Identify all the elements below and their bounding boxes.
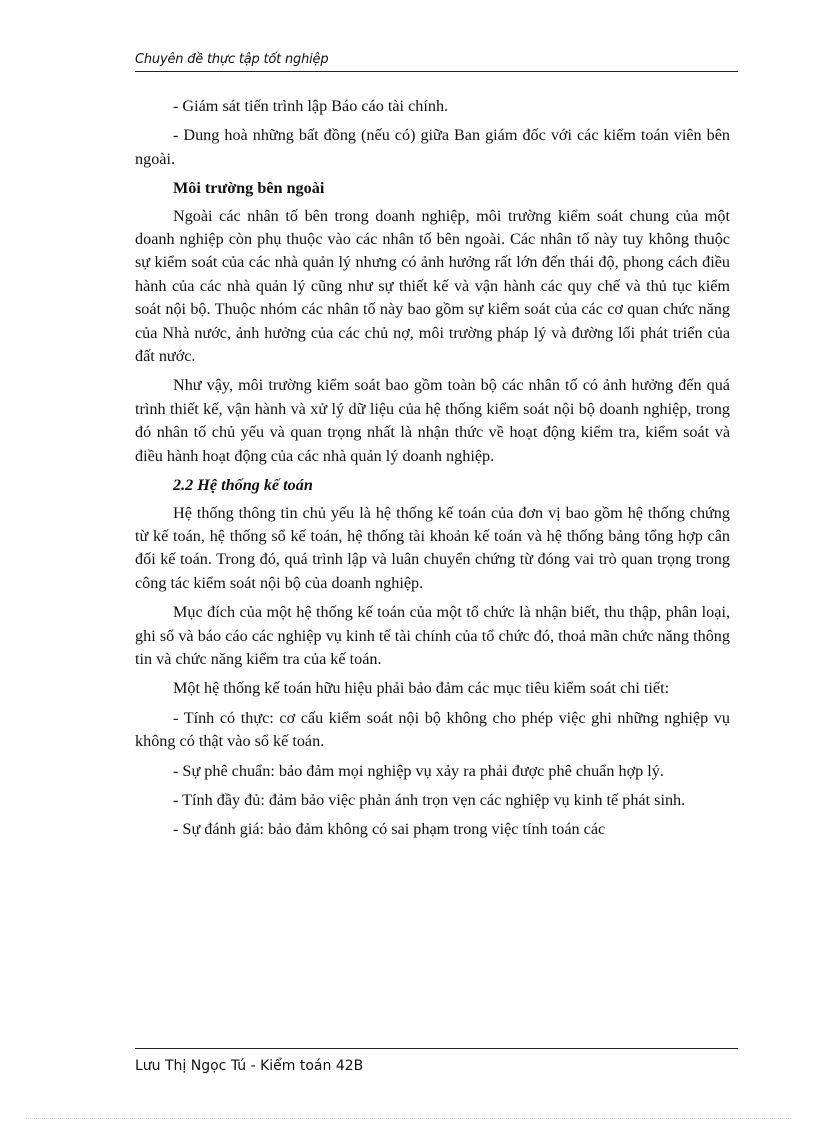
paragraph: Như vậy, môi trường kiểm soát bao gồm toàn bộ các nhân tố có ảnh hưởng đến quá trình thiết kế, vận hành và xử lý dữ liệu của hệ thống kiểm soát nội bộ doanh nghiệp, trong đó nhân tố chủ yếu và quan trọng nhất là nhận thức về hoạt động kiểm tra, kiểm soát và điều hành hoạt động của các nhà quản lý doanh nghiệp. bbox=[135, 376, 730, 465]
subheading: Môi trường bên ngoài bbox=[173, 179, 325, 198]
paragraph: - Giám sát tiến trình lập Báo cáo tài chính. bbox=[173, 97, 449, 115]
paragraph: - Sự phê chuẩn: bảo đảm mọi nghiệp vụ xảy ra phải được phê chuẩn hợp lý. bbox=[173, 761, 664, 780]
page-footer: Lưu Thị Ngọc Tú - Kiểm toán 42B bbox=[135, 1058, 364, 1074]
paragraph: Ngoài các nhân tố bên trong doanh nghiệp, môi trường kiểm soát chung của một doanh nghiệp còn phụ thuộc vào các nhân tố bên ngoài. Các nhân tố này tuy không thuộc sự kiểm soát của các nhà quản lý nhưng có ảnh hưởng rất lớn đến thái độ, phong cách điều hành của các nhà quản lý cũng như sự thiết kế và vận hành các quy chế và thủ tục kiểm soát nội bộ. Thuộc nhóm các nhân tố này bao gồm sự kiểm soát của các cơ quan chức năng của Nhà nước, ảnh hưởng của các chủ nợ, môi trường pháp lý và đường lối phát triển của đất nước. bbox=[135, 206, 730, 366]
paragraph: - Tính đầy đủ: đảm bảo việc phản ánh trọn vẹn các nghiệp vụ kinh tế phát sinh. bbox=[173, 790, 686, 809]
document-title: Chuyên đề thực tập tốt nghiệp bbox=[135, 52, 329, 67]
section-heading: 2.2 Hệ thống kế toán bbox=[173, 476, 313, 495]
page-edge bbox=[25, 1118, 791, 1119]
paragraph: Một hệ thống kế toán hữu hiệu phải bảo đảm các mục tiêu kiểm soát chi tiết: bbox=[173, 679, 670, 698]
paragraph: Mục đích của một hệ thống kế toán của một tổ chức là nhận biết, thu thập, phân loại, ghi sổ và báo cáo các nghiệp vụ kinh tế tài chính của tổ chức đó, thoả mãn chức năng thông tin và chức năng kiểm tra của kế toán. bbox=[135, 603, 730, 668]
footer-divider bbox=[135, 1048, 738, 1049]
paragraph: - Sự đánh giá: bảo đảm không có sai phạm trong việc tính toán các bbox=[173, 820, 606, 839]
paragraph: Hệ thống thông tin chủ yếu là hệ thống kế toán của đơn vị bao gồm hệ thống chứng từ kế toán, hệ thống sổ kế toán, hệ thống tài khoản kế toán và hệ thống bảng tổng hợp cân đối kế toán. Trong đó, quá trình lập và luân chuyển chứng từ đóng vai trò quan trọng trong công tác kiểm soát nội bộ của doanh nghiệp. bbox=[135, 503, 730, 592]
document-body bbox=[135, 95, 730, 848]
page-header bbox=[135, 52, 738, 72]
paragraph: - Dung hoà những bất đồng (nếu có) giữa Ban giám đốc với các kiểm toán viên bên ngoài. bbox=[135, 126, 730, 168]
header-divider bbox=[135, 71, 738, 72]
paragraph: - Tính có thực: cơ cấu kiểm soát nội bộ không cho phép việc ghi những nghiệp vụ không có thật vào sổ kế toán. bbox=[135, 708, 730, 751]
